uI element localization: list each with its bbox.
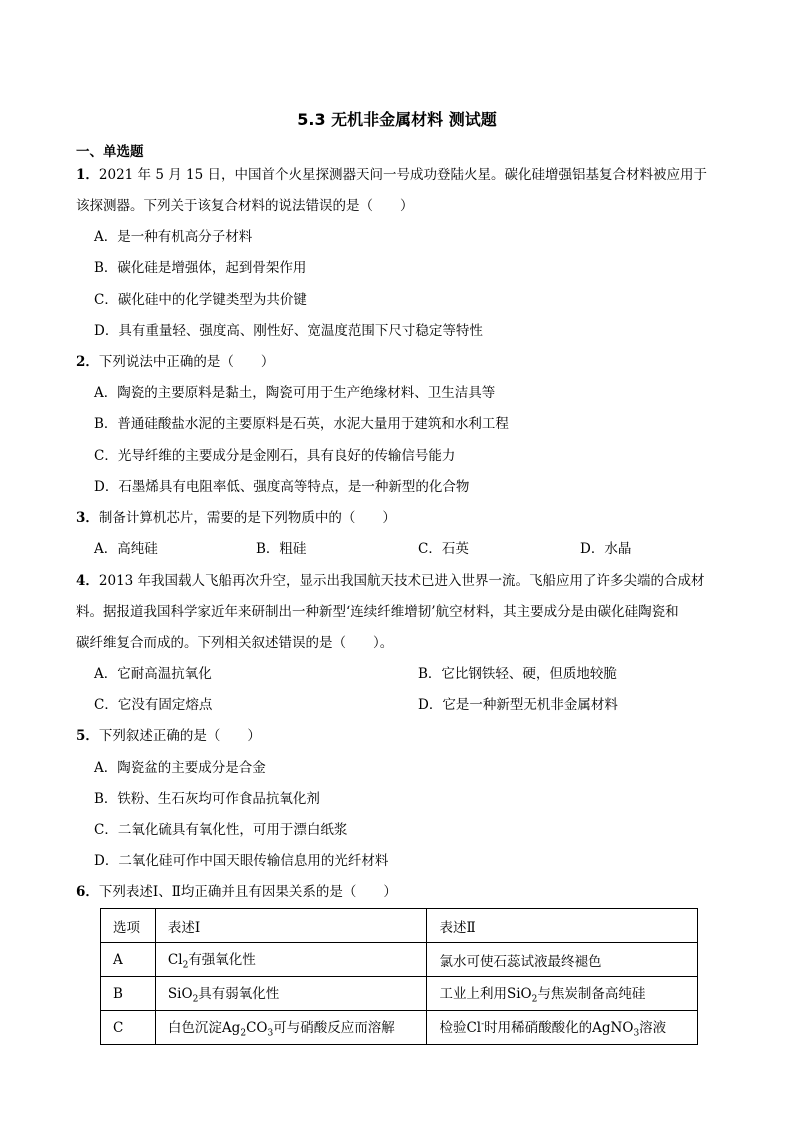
option-a: A．它耐高温抗氧化	[94, 666, 212, 682]
table-header-cell: 表述Ⅰ	[155, 909, 427, 943]
option-d: D．二氧化硅可作中国天眼传输信息用的光纤材料	[94, 853, 389, 869]
question-stem: 下列叙述正确的是（ ）	[98, 728, 261, 744]
question-1-line-1	[76, 165, 756, 185]
table-header-row	[101, 909, 698, 943]
question-4-line-1	[76, 571, 756, 591]
table-cell-statement-2: 工业上利用SiO$_2$与焦炭制备高纯硅	[427, 977, 698, 1011]
option-d: D．具有重量轻、强度高、刚性好、宽温度范围下尺寸稳定等特性	[94, 323, 483, 339]
question-4-line-3: 碳纤维复合而成的。下列相关叙述错误的是（ ）。	[76, 635, 394, 651]
option-b: B．铁粉、生石灰均可作食品抗氧化剂	[94, 791, 320, 807]
question-stem: 制备计算机芯片，需要的是下列物质中的（ ）	[98, 510, 396, 526]
table-row	[101, 977, 698, 1011]
question-stem: 2013 年我国载人飞船再次升空，显示出我国航天技术已进入世界一流。飞船应用了许多尖端的合成材	[98, 573, 705, 589]
question-number: 1．	[76, 167, 99, 183]
question-number: 5．	[76, 728, 99, 744]
document-title: 5.3 无机非金属材料 测试题	[297, 110, 497, 129]
table-cell-statement-1: 白色沉淀$Ag_2CO_3$可与硝酸反应而溶解	[155, 1011, 427, 1045]
table-cell-statement-1: $Cl_2$有强氧化性	[155, 943, 427, 977]
question-2-line-1	[76, 352, 756, 372]
option-c: C．二氧化硫具有氧化性，可用于漂白纸浆	[94, 822, 348, 838]
option-c: C．它没有固定熔点	[94, 697, 213, 713]
section-heading: 一、单选题	[76, 144, 144, 160]
option-d: D．水晶	[580, 541, 632, 557]
table-cell-statement-2: 氯水可使石蕊试液最终褪色	[427, 943, 698, 977]
question-stem: 2021 年 5 月 15 日，中国首个火星探测器天问一号成功登陆火星。碳化硅增强铝基复合材料被应用于	[98, 167, 707, 183]
question-5-line-1	[76, 726, 756, 746]
option-a: A．陶瓷盆的主要成分是合金	[94, 760, 266, 776]
option-a: A．是一种有机高分子材料	[94, 229, 253, 245]
option-c: C．碳化硅中的化学键类型为共价键	[94, 292, 307, 308]
table-cell-option: C	[101, 1011, 156, 1045]
question-1-line-2: 该探测器。下列关于该复合材料的说法错误的是（ ）	[76, 198, 414, 214]
option-b: B．它比钢铁轻、硬，但质地较脆	[418, 666, 617, 682]
option-d: D．石墨烯具有电阻率低、强度高等特点，是一种新型的化合物	[94, 479, 470, 495]
question-number: 4．	[76, 573, 99, 589]
option-b: B．碳化硅是增强体，起到骨架作用	[94, 260, 307, 276]
table-row	[101, 1011, 698, 1045]
option-a: A．高纯硅	[94, 541, 158, 557]
question-4-line-2: 料。据报道我国科学家近年来研制出一种新型‘连续纤维增韧’航空材料，其主要成分是由碳化硅陶瓷和	[76, 604, 679, 620]
option-a: A．陶瓷的主要原料是黏土，陶瓷可用于生产绝缘材料、卫生洁具等	[94, 385, 496, 401]
table-cell-option: A	[101, 943, 156, 977]
question-number: 6．	[76, 884, 99, 900]
table-header-cell: 选项	[101, 909, 156, 943]
option-b: B．粗硅	[256, 541, 307, 557]
option-b: B．普通硅酸盐水泥的主要原料是石英，水泥大量用于建筑和水利工程	[94, 416, 509, 432]
question-3-line-1	[76, 508, 756, 528]
table-cell-statement-2: 检验Cl-时用稀硝酸酸化的AgNO$_3$溶液	[427, 1011, 698, 1045]
question-6-line-1	[76, 882, 756, 902]
option-d: D．它是一种新型无机非金属材料	[418, 697, 618, 713]
table-cell-option: B	[101, 977, 156, 1011]
question-stem: 下列表述Ⅰ、Ⅱ均正确并且有因果关系的是（ ）	[98, 884, 397, 900]
table-cell-statement-1: SiO$_2$具有弱氧化性	[155, 977, 427, 1011]
question-number: 3．	[76, 510, 99, 526]
table-header-cell: 表述Ⅱ	[427, 909, 698, 943]
option-c: C．石英	[418, 541, 469, 557]
table-row	[101, 943, 698, 977]
statement-table	[100, 908, 698, 1045]
question-stem: 下列说法中正确的是（ ）	[98, 354, 275, 370]
question-number: 2．	[76, 354, 99, 370]
option-c: C．光导纤维的主要成分是金刚石，具有良好的传输信号能力	[94, 448, 456, 464]
